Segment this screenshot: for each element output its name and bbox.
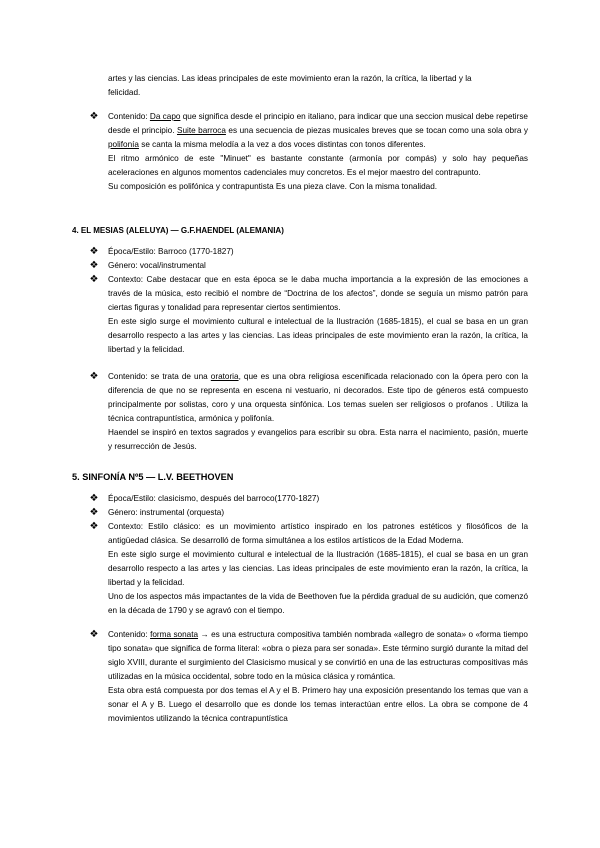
term-oratoria: oratoria <box>210 372 239 381</box>
intro-line-1: artes y las ciencias. Las ideas principales de este movimiento eran la razón, la crítica, la libertad y la <box>108 74 472 83</box>
s5-contexto-p1: Contexto: Estilo clásico: es un movimiento artístico inspirado en los patrones estéticos y filosóficos de la antigüedad clásica. Se desarrolló de forma simultánea a los estilos artísticos de la Edad Moderna. <box>108 522 528 545</box>
contenido-paragraph <box>108 110 528 152</box>
s4-genero-text: Género: vocal/instrumental <box>108 261 206 270</box>
s5-genero-text: Género: instrumental (orquesta) <box>108 508 225 517</box>
section-5-heading: 5. SINFONÍA Nº5 — L.V. BEETHOVEN <box>72 472 234 482</box>
contenido-label: Contenido: se trata de una <box>108 372 211 381</box>
term-suite-barroca: Suite barroca <box>176 126 226 135</box>
text-segment: → es una estructura compositiva también nombrada «allegro de sonata» o «forma tiempo tipo sonata» que significa de forma literal: «obra o pieza para ser sonada». Este término surgió durante la mitad del siglo XVIII, durante el surgimiento del Clasicismo musical y se convirtió en una de las estructuras compositivas más utilizadas en la música occidental, sobre todo en la música clásica y romántica. <box>108 630 528 681</box>
ritmo-paragraph: El ritmo armónico de este "Minuet" es bastante constante (armonía por compás) y solo hay pequeñas aceleraciones en algunos momentos cadenciales muy concretos. Es el mejor maestro del contrapunto. <box>108 154 528 177</box>
s4-contenido-p2: Haendel se inspiró en textos sagrados y evangelios para escribir su obra. Esta narra el nacimiento, pasión, muerte y resurrección de Jesús. <box>108 428 528 451</box>
s5-contenido-p2: Esta obra está compuesta por dos temas el A y el B. Primero hay una exposición presentando los temas que van a sonar el A y B. Luego el desarrollo que es donde los temas interactúan entre ellos. La obra se compone de 4 movimientos utilizando la técnica contrapuntística <box>108 686 528 723</box>
diamond-bullet-icon: ❖ <box>89 493 99 504</box>
s4-contenido-text <box>108 370 528 454</box>
s4-epoca-text: Época/Estilo: Barroco (1770-1827) <box>108 247 234 256</box>
term-forma-sonata: forma sonata <box>150 630 199 639</box>
diamond-bullet-icon: ❖ <box>89 111 99 122</box>
s5-epoca-text: Época/Estilo: clasicismo, después del barroco(1770-1827) <box>108 494 320 503</box>
intro-paragraph <box>108 72 528 100</box>
term-da-capo: Da capo <box>149 112 181 121</box>
s4-contexto-p2: En este siglo surge el movimiento cultural e intelectual de la Ilustración (1685-1815), el cual se basa en un gran desarrollo respecto a las artes y las ciencias. Las ideas principales de este movimiento eran la razón, la crítica, la libertad y la felicidad. <box>108 317 528 354</box>
s4-contenido-p1 <box>108 370 528 426</box>
text-segment: , que es una obra religiosa escenificada relacionado con la ópera pero con la diferencia de que no se representa en escena ni vestuario, ni decorados. Este tipo de géneros está compuesto principalmente por solistas, coro y una orquesta sinfónica. Los temas suelen ser religiosos o profanos . Utiliza la técnica contrapuntística, armónica y polifonía. <box>108 372 529 423</box>
text-segment: se canta la misma melodía a la vez a dos voces distintas con tonos diferentes. <box>138 140 426 149</box>
composicion-paragraph: Su composición es polifónica y contrapuntista Es una pieza clave. Con la misma tonalidad. <box>108 182 438 191</box>
contenido-label: Contenido: <box>108 630 151 639</box>
contenido-label: Contenido: <box>108 112 150 121</box>
text-segment: que significa desde el principio en italiano, para indicar que una seccion musical debe repetirse desde el principio. <box>108 112 528 135</box>
s5-contexto-text <box>108 520 528 618</box>
s5-contexto-p2: En este siglo surge el movimiento cultural e intelectual de la Ilustración (1685-1815), el cual se basa en un gran desarrollo respecto a las artes y las ciencias. Las ideas principales de este movimiento eran la razón, la crítica, la libertad y la felicidad. <box>108 550 528 587</box>
intro-line-2: felicidad. <box>108 88 141 97</box>
diamond-bullet-icon: ❖ <box>89 521 99 532</box>
diamond-bullet-icon: ❖ <box>89 246 99 257</box>
s4-contexto-text <box>108 273 528 357</box>
bullet-text <box>108 110 528 194</box>
diamond-bullet-icon: ❖ <box>89 629 99 640</box>
diamond-bullet-icon: ❖ <box>89 260 99 271</box>
diamond-bullet-icon: ❖ <box>89 371 99 382</box>
s5-contenido-text <box>108 628 528 726</box>
term-polifonia: polifonía <box>108 140 139 149</box>
diamond-bullet-icon: ❖ <box>89 507 99 518</box>
s5-contenido-p1 <box>108 628 528 684</box>
diamond-bullet-icon: ❖ <box>89 274 99 285</box>
s5-contexto-p3: Uno de los aspectos más impactantes de la vida de Beethoven fue la pérdida gradual de su audición, que comenzó en la década de 1790 y se agravó con el tiempo. <box>108 592 528 615</box>
section-4-heading: 4. EL MESIAS (ALELUYA) — G.F.HAENDEL (ALEMANIA) <box>72 226 284 235</box>
s4-contexto-p1: Contexto: Cabe destacar que en esta época se le daba mucha importancia a la expresión de las emociones a través de la música, esto recibió el nombre de “Doctrina de los afectos”, donde se seguía un mismo patrón para ciertas figuras y tonalidad para representar ciertos sentimientos. <box>108 275 528 312</box>
text-segment: es una secuencia de piezas musicales breves que se tocan como una sola obra y <box>225 126 528 135</box>
